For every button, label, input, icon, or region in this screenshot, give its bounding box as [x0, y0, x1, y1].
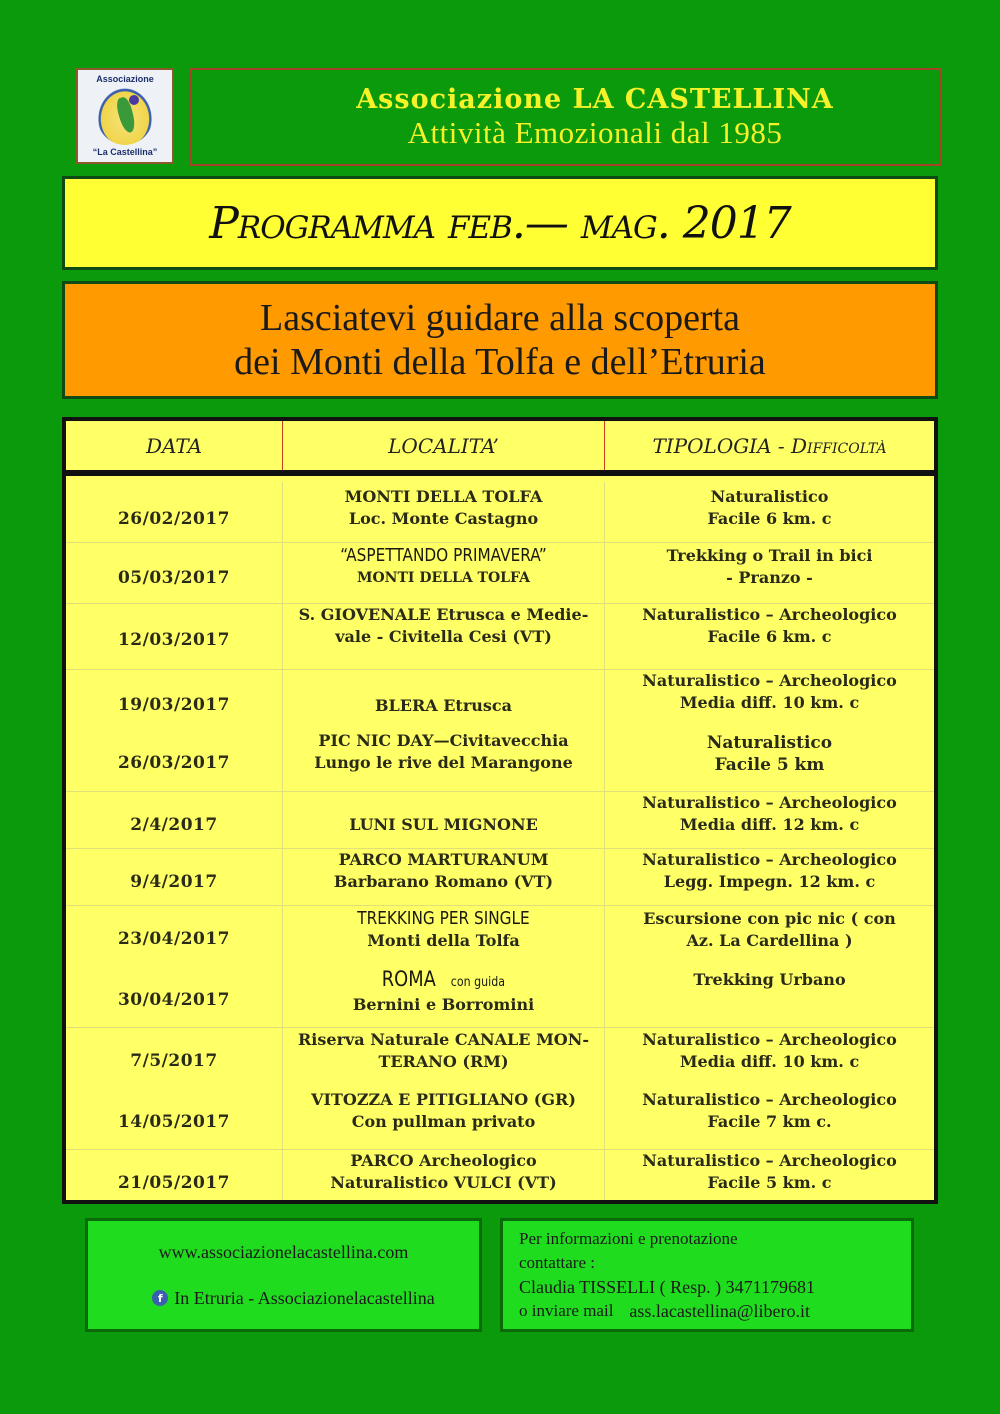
header-type: TIPOLOGIA - Difficoltà: [604, 421, 934, 470]
location-line-1: LUNI SUL MIGNONE: [349, 815, 538, 834]
tagline-line-1: Lasciatevi guidare alla scoperta: [259, 297, 741, 339]
row-date: 12/03/2017: [117, 630, 231, 650]
row-location: [283, 1089, 604, 1133]
type-line-1: Naturalistico – Archeologico: [642, 850, 897, 869]
row-type: [605, 1029, 934, 1073]
row-type: [605, 1089, 934, 1133]
type-line-1: Escursione con pic nic ( con: [643, 909, 896, 928]
row-type: [605, 1150, 934, 1194]
location-line-2: Con pullman privato: [351, 1112, 536, 1131]
location-line-2: Barbarano Romano (VT): [333, 872, 554, 891]
type-line-2: Facile 6 km. c: [707, 627, 832, 646]
program-title: Programma feb.— mag. 2017: [209, 197, 791, 249]
location-line-1: PIC NIC DAY—Civitavecchia: [318, 731, 569, 750]
row-location: [283, 814, 604, 836]
contact-name-phone: Claudia TISSELLI ( Resp. ) 3471179681: [519, 1277, 815, 1297]
row-date: 14/05/2017: [117, 1112, 231, 1132]
type-line-2: - Pranzo -: [726, 568, 813, 587]
table-row: [66, 603, 934, 669]
location-line-2: Naturalistico VULCI (VT): [330, 1173, 557, 1192]
table-row: [66, 482, 934, 542]
website-link[interactable]: www.associazionelacastellina.com: [158, 1242, 409, 1262]
mail-label: o inviare mail: [519, 1301, 614, 1320]
location-line-1: VITOZZA E PITIGLIANO (GR): [311, 1090, 576, 1109]
type-line-1: Naturalistico – Archeologico: [642, 671, 897, 690]
info-line-2: contattare :: [519, 1253, 595, 1272]
row-date: 26/02/2017: [117, 509, 231, 529]
header-date: DATA: [145, 433, 203, 458]
event-name-handwritten: ROMA: [381, 967, 436, 991]
row-location: [283, 604, 604, 648]
location-line-2: MONTI DELLA TOLFA: [356, 570, 530, 586]
logo-top-text: Associazione: [96, 74, 154, 84]
table-row-group: [66, 669, 934, 791]
schedule-table: [62, 417, 938, 1204]
facebook-icon: f: [152, 1290, 168, 1306]
type-line-2: Media diff. 12 km. c: [679, 815, 860, 834]
location-line-2: vale - Civitella Cesi (VT): [335, 627, 552, 646]
type-line-2: Facile 7 km c.: [707, 1112, 832, 1131]
facebook-label: In Etruria - Associazionelacastellina: [174, 1288, 435, 1308]
type-line-1: Naturalistico: [706, 733, 833, 753]
tagline-line-2: dei Monti della Tolfa e dell’Etruria: [234, 341, 766, 383]
row-location: [283, 695, 604, 717]
location-line-1: BLERA Etrusca: [374, 696, 512, 715]
footer-contact-box: [500, 1218, 914, 1332]
row-type: [605, 732, 934, 776]
type-line-2: Media diff. 10 km. c: [679, 693, 860, 712]
info-line-1: Per informazioni e prenotazione: [519, 1229, 738, 1248]
type-line-2: Media diff. 10 km. c: [679, 1052, 860, 1071]
row-type: [605, 908, 934, 952]
type-line-2: Az. La Cardellina ): [686, 931, 853, 950]
row-date: 30/04/2017: [117, 990, 231, 1010]
table-body: [66, 482, 934, 1200]
row-location: [283, 1029, 604, 1073]
event-name-handwritten: TREKKING PER SINGLE: [357, 908, 530, 929]
table-row-group: [66, 905, 934, 1027]
type-line-2: Legg. Impegn. 12 km. c: [663, 872, 876, 891]
lizard-emblem-icon: [97, 87, 153, 145]
row-type: [605, 486, 934, 530]
table-row: [66, 848, 934, 905]
type-line-1: Naturalistico – Archeologico: [642, 1151, 897, 1170]
location-line-1: S. GIOVENALE Etrusca e Medie-: [298, 605, 589, 624]
location-line-2: Lungo le rive del Marangone: [314, 753, 573, 772]
table-row: [66, 791, 934, 848]
row-location: [283, 1150, 604, 1194]
tagline-banner: [62, 281, 938, 399]
location-line-2: Bernini e Borromini: [352, 995, 535, 1014]
logo-bottom-text: “La Castellina”: [92, 147, 158, 157]
row-type: [605, 604, 934, 648]
type-line-2: Facile 5 km. c: [707, 1173, 832, 1192]
type-line-1: Naturalistico: [710, 487, 829, 506]
row-location: [283, 730, 604, 774]
row-date: 26/03/2017: [117, 753, 231, 773]
footer-web-box: [85, 1218, 482, 1332]
row-type: [605, 849, 934, 893]
event-name-handwritten: “ASPETTANDO PRIMAVERA”: [340, 545, 547, 566]
row-date: 19/03/2017: [117, 695, 231, 715]
table-row-group: [66, 1027, 934, 1149]
row-date: 7/5/2017: [130, 1051, 218, 1071]
row-type: [605, 969, 934, 991]
row-date: 2/4/2017: [130, 815, 218, 835]
location-line-2: TERANO (RM): [378, 1052, 509, 1071]
type-line-1: Naturalistico – Archeologico: [642, 793, 897, 812]
row-location: [283, 545, 604, 589]
event-subname-handwritten: con guida: [450, 975, 506, 990]
row-location: [283, 968, 604, 1016]
row-location: [283, 849, 604, 893]
location-line-1: PARCO Archeologico: [350, 1151, 537, 1170]
type-line-2: Facile 5 km: [714, 755, 825, 775]
association-logo: [76, 68, 174, 164]
program-banner: [62, 176, 938, 270]
table-header: [66, 421, 934, 476]
location-line-2: Loc. Monte Castagno: [348, 509, 539, 528]
type-line-1: Naturalistico – Archeologico: [642, 1030, 897, 1049]
type-line-1: Naturalistico – Archeologico: [642, 605, 897, 624]
row-type: [605, 545, 934, 589]
facebook-link[interactable]: [152, 1286, 434, 1310]
row-location: [283, 908, 604, 952]
row-date: 9/4/2017: [130, 872, 218, 892]
association-subtitle: Attività Emozionali dal 1985: [407, 114, 783, 150]
type-line-1: Trekking Urbano: [693, 970, 846, 989]
row-type: [605, 670, 934, 714]
type-line-2: Facile 6 km. c: [707, 509, 832, 528]
row-date: 05/03/2017: [117, 568, 231, 588]
row-type: [605, 792, 934, 836]
type-line-1: Trekking o Trail in bici: [666, 546, 873, 565]
header-location: LOCALITA’: [282, 421, 604, 470]
location-line-1: Riserva Naturale CANALE MON-: [298, 1030, 589, 1049]
location-line-1: PARCO MARTURANUM: [338, 850, 549, 869]
table-row: [66, 542, 934, 603]
association-name: Associazione LA CASTELLINA: [356, 83, 834, 115]
row-date: 21/05/2017: [117, 1173, 231, 1193]
location-line-1: MONTI DELLA TOLFA: [344, 487, 543, 506]
location-line-2: Monti della Tolfa: [367, 931, 520, 950]
table-row: [66, 1149, 934, 1204]
header-title-box: [189, 68, 941, 166]
type-line-1: Naturalistico – Archeologico: [642, 1090, 897, 1109]
row-date: 23/04/2017: [117, 929, 231, 949]
email-link[interactable]: ass.lacastellina@libero.it: [629, 1301, 810, 1321]
row-location: [283, 486, 604, 530]
